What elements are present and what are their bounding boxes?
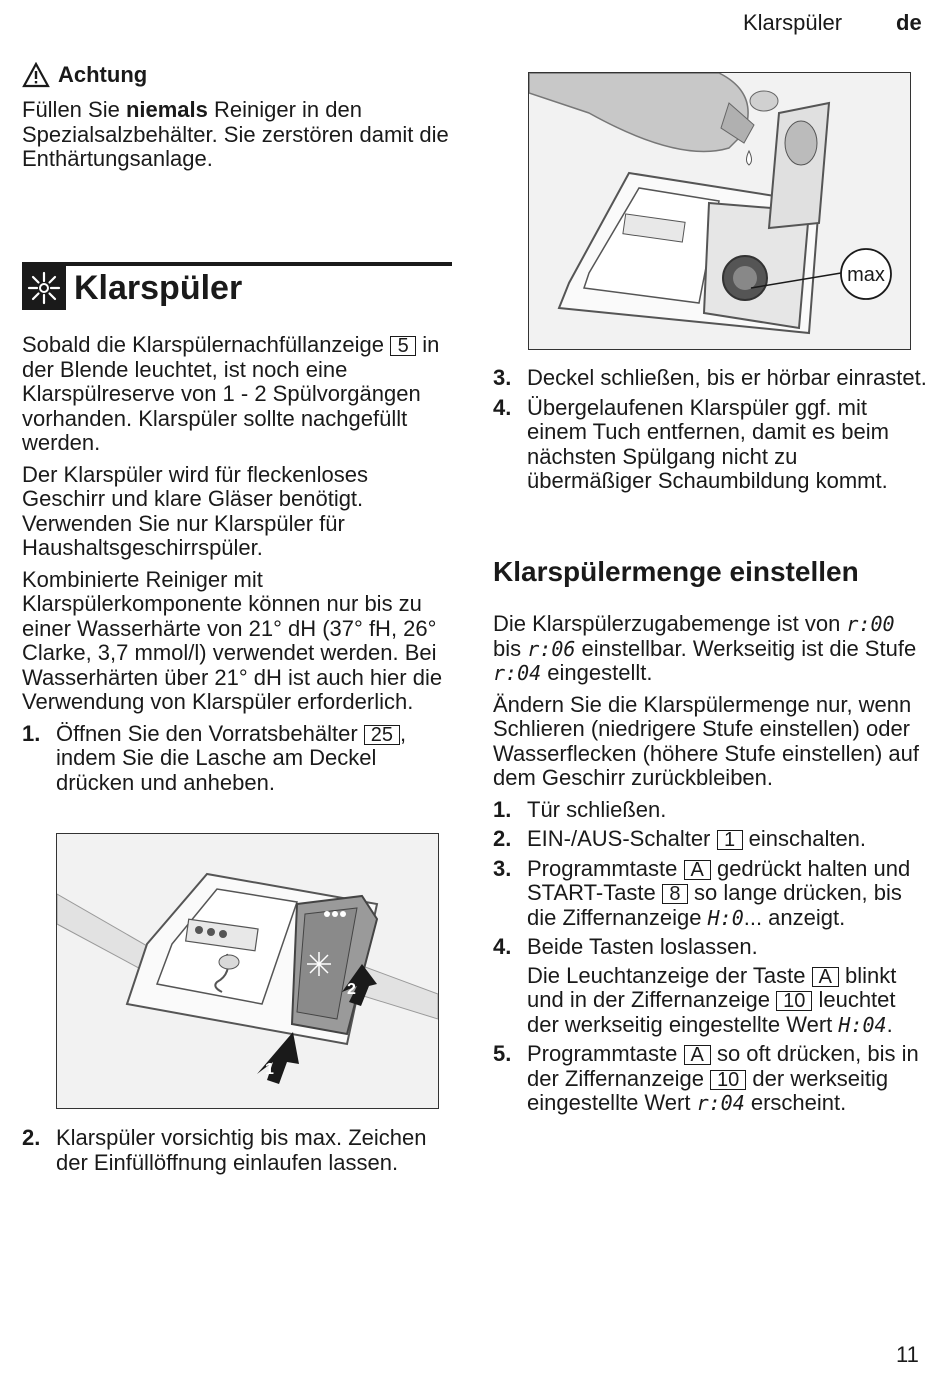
- settings-step-4-detail: Die Leuchtanzeige der Taste A blinkt und in der Ziffernanzeige 10 leuchtet der werkseitig eingestellte Wert H:04.: [527, 962, 897, 1037]
- display-value-r06: r:06: [527, 636, 576, 661]
- container-25-box: 25: [364, 725, 400, 745]
- settings-step-3: 3. Programmtaste A gedrückt halten und START-Taste 8 so lange drücken, bis die Ziffernanzeige H:0... anzeigt.: [493, 855, 911, 930]
- warning-text: Füllen Sie niemals Reiniger in den Spezialsalzbehälter. Sie zerstören damit die Enthärtungsanlage.: [22, 97, 449, 171]
- running-header-language: de: [896, 10, 922, 35]
- arrow-2-label: 2: [347, 981, 356, 998]
- figure-fill-rinse-aid: [528, 72, 911, 350]
- warning-triangle-icon: [22, 62, 50, 88]
- display-value-h0: H:0: [707, 905, 744, 930]
- steps-list-a: [22, 722, 454, 796]
- steps-list-c: [493, 366, 928, 499]
- program-button-a-box: A: [684, 860, 711, 880]
- section-title: Klarspüler: [74, 268, 243, 307]
- digit-display-10-box: 10: [776, 991, 812, 1011]
- arrow-1-label: 1: [265, 1061, 274, 1078]
- left-column: [22, 333, 454, 800]
- paragraph-when-to-change: Ändern Sie die Klarspülermenge nur, wenn Schlieren (niedrigere Stufe einstellen) oder Wasserflecken (höhere Stufe einstellen) auf dem Geschirr zurückbleiben.: [493, 691, 919, 790]
- settings-steps-list: [493, 798, 925, 1116]
- running-header-section: Klarspüler: [743, 10, 843, 35]
- button-a-box: A: [812, 967, 839, 987]
- max-label: max: [847, 264, 885, 286]
- settings-heading: Klarspülermenge einstellen: [493, 556, 859, 587]
- page-number: 11: [896, 1342, 919, 1367]
- indicator-5-box: 5: [390, 336, 416, 356]
- warning-heading: [22, 62, 147, 88]
- filling-illustration: [529, 73, 910, 349]
- step-2: 2. Klarspüler vorsichtig bis max. Zeichen der Einfüllöffnung einlaufen lassen.: [22, 1125, 427, 1175]
- program-button-a-box-2: A: [684, 1045, 711, 1065]
- display-value-r00: r:00: [846, 612, 895, 636]
- rinse-aid-icon: [22, 266, 66, 310]
- settings-body: [493, 612, 925, 1121]
- settings-step-2: 2. EIN-/AUS-Schalter 1 einschalten.: [493, 826, 867, 851]
- display-value-r04: r:04: [493, 661, 542, 685]
- display-value-r04-final: r:04: [696, 1091, 745, 1115]
- steps-list-b: [22, 1126, 454, 1180]
- dispenser-open-illustration: [57, 834, 438, 1108]
- display-value-h04: H:04: [838, 1012, 887, 1037]
- section-heading: [22, 266, 242, 310]
- settings-step-5: 5. Programmtaste A so oft drücken, bis in der Ziffernanzeige 10 der werkseitig eingestellte Wert r:04 erscheint.: [493, 1041, 919, 1115]
- step-1: 1. Öffnen Sie den Vorratsbehälter 25 , indem Sie die Lasche am Deckel drücken und anheben.: [22, 720, 407, 795]
- paragraph-rinse-purpose: Der Klarspüler wird für fleckenloses Geschirr und klare Gläser benötigt. Verwenden Sie nur Klarspüler für Haushaltsgeschirrspüler.: [22, 461, 369, 560]
- start-button-8-box: 8: [662, 884, 688, 904]
- digit-display-10-box-2: 10: [710, 1070, 746, 1090]
- settings-step-4: 4. Beide Tasten loslassen. Die Leuchtanzeige der Taste A blinkt und in der Ziffernanzeige 10 leuchtet der werkseitig eingestellte Wert H:04.: [493, 935, 925, 1037]
- warning-title: Achtung: [58, 62, 148, 87]
- power-switch-1-box: 1: [717, 830, 743, 850]
- step-4: 4. Übergelaufenen Klarspüler ggf. mit einem Tuch entfernen, damit es beim nächsten Spülgang nicht zu übermäßiger Schaumbildung kommt.: [493, 394, 889, 493]
- paragraph-combined-detergents: Kombinierte Reiniger mit Klarspülerkomponente können nur bis zu einer Wasserhärte von 21° dH (37° fH, 26° Clarke, 3,7 mmol/l) verwendet werden. Bei Wasserhärten über 21° dH ist auch hier die Verwendung von Klarspüler erforderlich.: [22, 566, 443, 714]
- settings-step-1: 1. Tür schließen.: [493, 796, 667, 822]
- figure-open-container: [56, 833, 439, 1109]
- step-3: 3. Deckel schließen, bis er hörbar einrastet.: [493, 365, 927, 390]
- paragraph-refill-indicator: Sobald die Klarspülernachfüllanzeige 5 in der Blende leuchtet, ist noch eine Klarspülreserve von 1 - 2 Spülvorgängen vorhanden. Klarspüler sollte nachgefüllt werden.: [22, 332, 440, 455]
- paragraph-dose-range: Die Klarspülerzugabemenge ist von r:00 bis r:06 einstellbar. Werkseitig ist die Stufe r:04 eingestellt.: [493, 611, 917, 685]
